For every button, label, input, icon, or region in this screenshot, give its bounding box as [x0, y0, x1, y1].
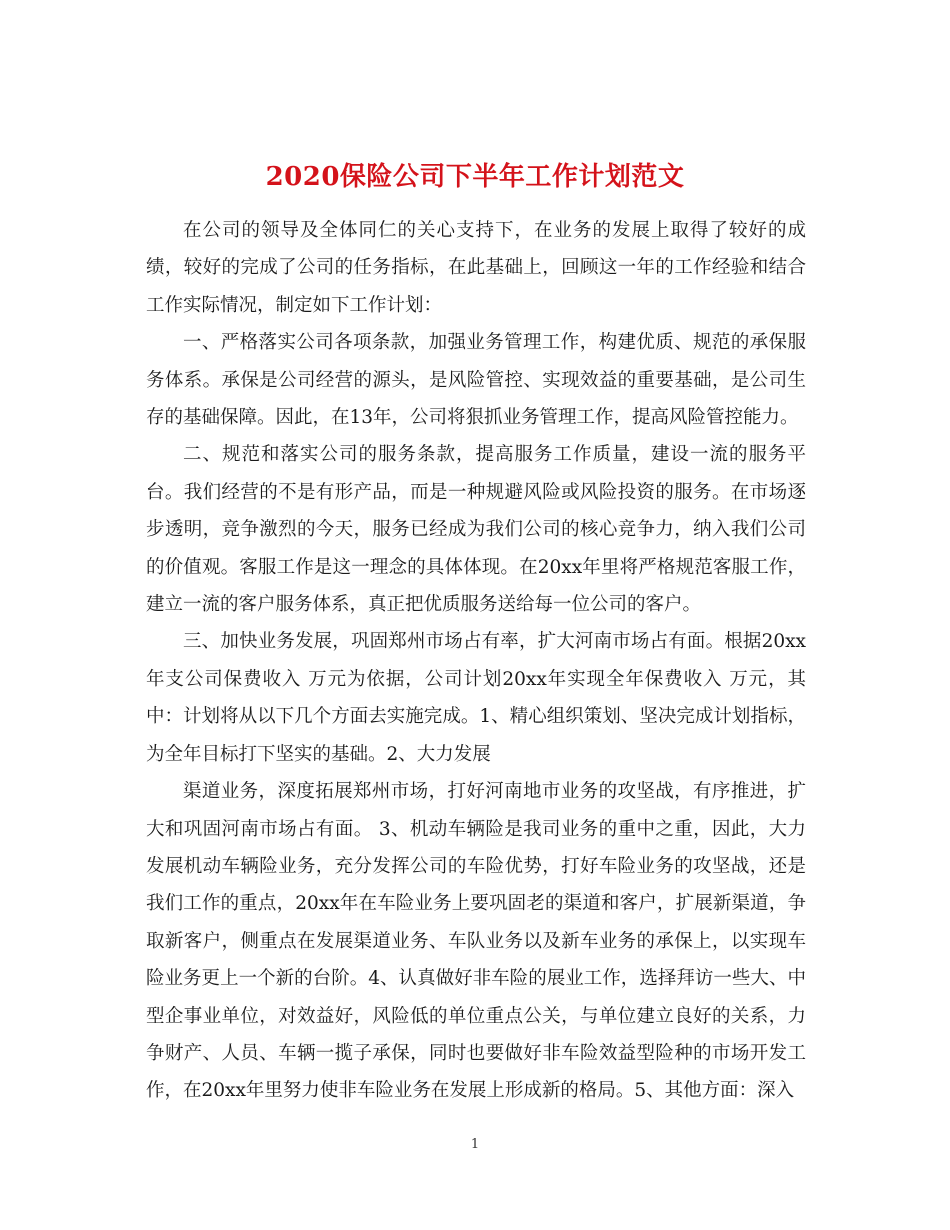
paragraph-section-3: 三、加快业务发展，巩固郑州市场占有率，扩大河南市场占有面。根据20xx年支公司保费收入 万元为依据，公司计划20xx年实现全年保费收入 万元，其中：计划将从以下几个方面去实施完成。1、精心组织策划、坚决完成计划指标，为全年目标打下坚实的基础。2、大力发展: [146, 631, 806, 765]
paragraph-section-1: 一、严格落实公司各项条款，加强业务管理工作，构建优质、规范的承保服务体系。承保是公司经营的源头，是风险管控、实现效益的重要基础，是公司生存的基础保障。因此，在13年，公司将狠抓业务管理工作，提高风险管控能力。: [146, 332, 806, 429]
page-number: 1: [470, 1137, 480, 1152]
document-title: 2020保险公司下半年工作计划范文: [265, 162, 685, 193]
paragraph-section-2: 二、规范和落实公司的服务条款，提高服务工作质量，建设一流的服务平台。我们经营的不是有形产品，而是一种规避风险或风险投资的服务。在市场逐步透明，竞争激烈的今天，服务已经成为我们公司的核心竞争力，纳入我们公司的价值观。客服工作是这一理念的具体体现。在20xx年里将严格规范客服工作，建立一流的客户服务体系，真正把优质服务送给每一位公司的客户。: [146, 444, 806, 616]
paragraph-channel-business: 渠道业务，深度拓展郑州市场，打好河南地市业务的攻坚战，有序推进，扩大和巩固河南市场占有面。 3、机动车辆险是我司业务的重中之重，因此，大力发展机动车辆险业务，充分发挥公司的车险优势，打好车险业务的攻坚战，还是我们工作的重点，20xx年在车险业务上要巩固老的渠道和客户，扩展新渠道，争取新客户，侧重点在发展渠道业务、车队业务以及新车业务的承保上，以实现车险业务更上一个新的台阶。4、认真做好非车险的展业工作，选择拜访一些大、中型企事业单位，对效益好，风险低的单位重点公关，与单位建立良好的关系，力争财产、人员、车辆一揽子承保，同时也要做好非车险效益型险种的市场开发工作，在20xx年里努力使非车险业务在发展上形成新的格局。5、其他方面：深入: [146, 781, 806, 1102]
paragraph-intro: 在公司的领导及全体同仁的关心支持下，在业务的发展上取得了较好的成绩，较好的完成了公司的任务指标，在此基础上，回顾这一年的工作经验和结合工作实际情况，制定如下工作计划：: [146, 220, 806, 316]
document-body: [146, 212, 806, 1110]
